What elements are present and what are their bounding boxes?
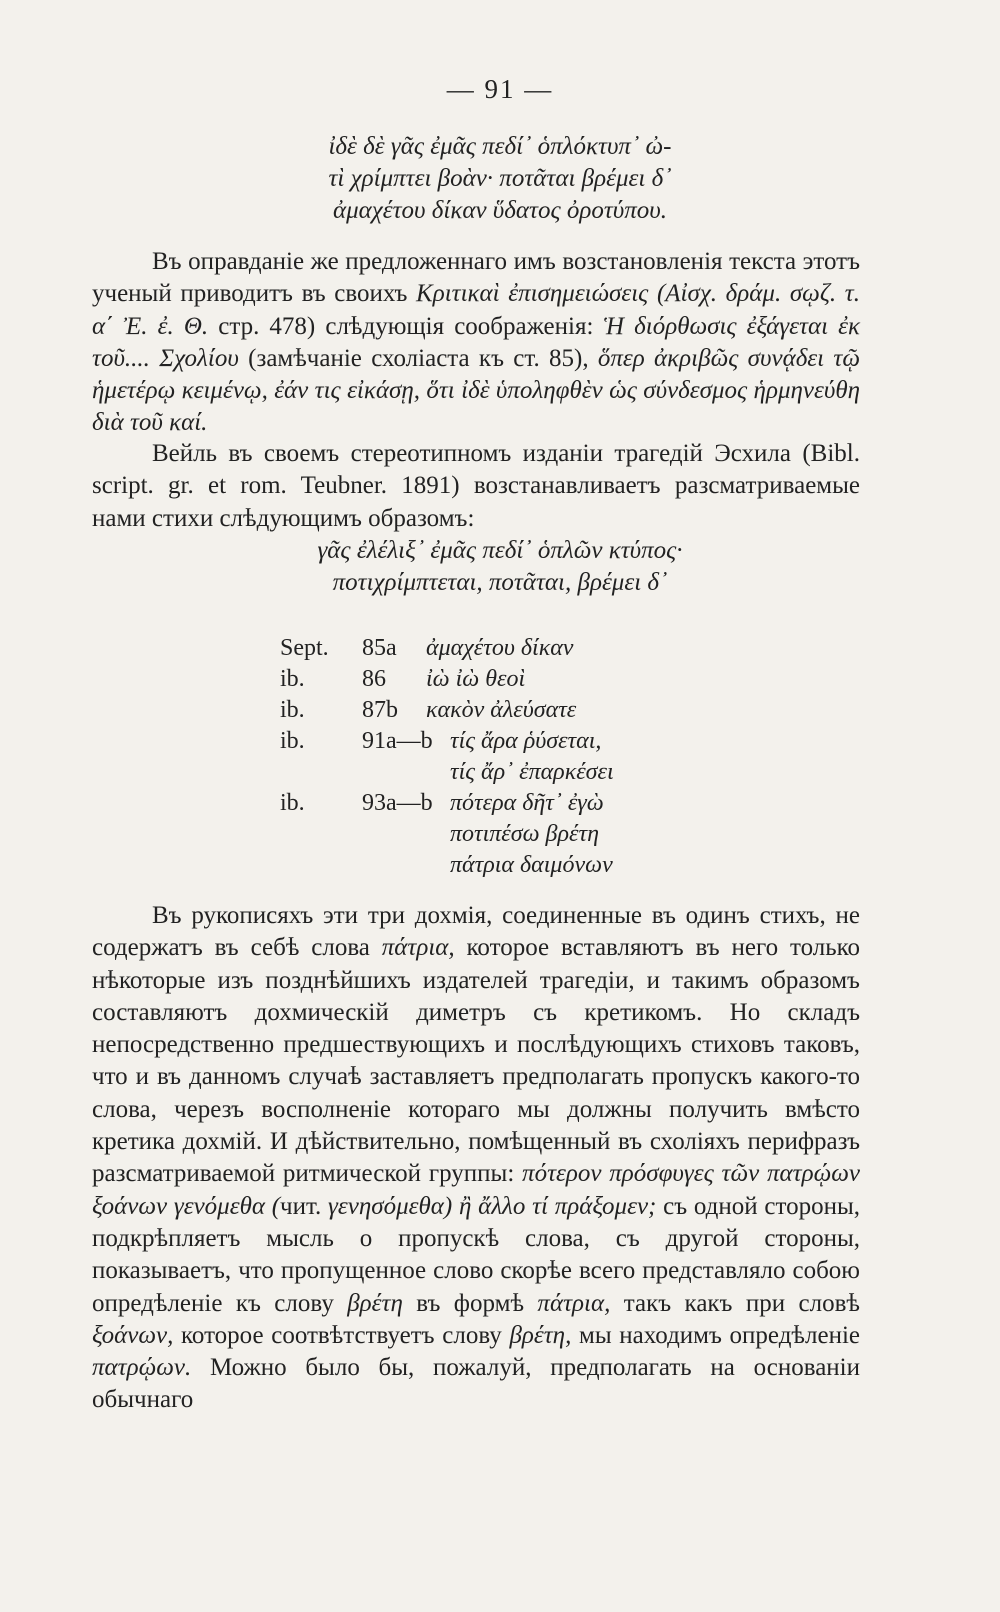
reference-row-continuation [280, 819, 614, 850]
reference-greek: πάτρια δαιμόνων [450, 852, 613, 878]
greek-citation: πατρῴων. [92, 1354, 192, 1382]
reference-row [280, 664, 614, 695]
reference-greek: κακὸν ἀλεύσατε [426, 697, 577, 723]
paragraph-3 [92, 900, 860, 1417]
greek-verse-quote-2 [0, 535, 1000, 599]
reference-number: 86 [362, 666, 386, 692]
verse-line: ἀμαχέτου δίκαν ὕδατος ὀροτύπου. [332, 197, 668, 224]
text-run: съ одной стороны, подкрѣпляетъ мысль о пропускѣ слова, съ другой стороны, показываетъ, что пропущенное слово скорѣе всего представляло собою опредѣленіе къ слову [92, 1192, 860, 1317]
text-run: въ формѣ [402, 1289, 538, 1317]
greek-citation: Ἡ διόρθωσις ἐξάγεται ἐκ τοῦ.... Σχολίου [92, 312, 860, 372]
reference-label: Sept. [280, 635, 329, 661]
reference-number: 85a [362, 635, 397, 661]
greek-citation: βρέτη, [509, 1321, 572, 1349]
greek-verse-quote-1 [0, 131, 1000, 227]
reference-label: ib. [280, 697, 305, 723]
text-run: которое соотвѣтствуетъ слову [173, 1321, 510, 1349]
verse-reference-list [280, 633, 614, 881]
reference-row [280, 633, 614, 664]
reference-number: 91a—b [362, 728, 433, 754]
text-run: чит. [280, 1192, 329, 1220]
page-number: — 91 — [446, 74, 554, 104]
verse-line: ἰδὲ δὲ γᾶς ἐμᾶς πεδί᾽ ὁπλόκτυπ᾽ ὠ- [328, 133, 672, 160]
reference-row [280, 695, 614, 726]
reference-row [280, 788, 614, 819]
reference-row-continuation [280, 850, 614, 881]
reference-label: ib. [280, 790, 305, 816]
paragraph-1 [92, 246, 860, 440]
reference-row-continuation [280, 757, 614, 788]
text-run: стр. 478) слѣдующія соображенія: [208, 312, 604, 340]
reference-greek: τίς ἄρα ῥύσεται, [450, 728, 602, 754]
text-run: такъ какъ при словѣ [610, 1289, 860, 1317]
reference-greek: τίς ἄρ᾽ ἐπαρκέσει [450, 759, 614, 785]
text-run: мы находимъ опредѣленіе [571, 1321, 860, 1349]
text-run: Въ оправданіе же предложеннаго имъ возстановленія текста этотъ ученый приводитъ въ своихъ [92, 248, 860, 308]
reference-greek: ἰὼ ἰὼ θεοὶ [426, 666, 526, 692]
reference-number: 93a—b [362, 790, 433, 816]
text-run: которое вставляютъ въ него только нѣкоторые изъ позднѣйшихъ издателей трагедіи, и такимъ образомъ составляютъ дохмическій диметръ съ кретикомъ. Но складъ непосредственно предшествующихъ и послѣдующихъ стиховъ таковъ, что и въ данномъ случаѣ заставляетъ предполагать пропускъ какого-то слова, черезъ восполненіе котораго мы должны получить вмѣсто кретика дохмій. И дѣйствительно, помѣщенный въ схоліяхъ перифразъ разсматриваемой ритмической группы: [92, 934, 861, 1188]
reference-number: 87b [362, 697, 398, 723]
greek-citation: πάτρια, [537, 1289, 611, 1317]
verse-line: γᾶς ἐλέλιξ᾽ ἐμᾶς πεδί᾽ ὁπλῶν κτύπος· [317, 537, 683, 564]
reference-label: ib. [280, 666, 305, 692]
greek-citation: πάτρια, [381, 934, 455, 962]
reference-label: ib. [280, 728, 305, 754]
greek-citation: ξοάνων, [92, 1321, 174, 1349]
text-run: (замѣчаніе схоліаста къ ст. 85), [238, 344, 598, 372]
reference-greek: πότερα δῆτ᾽ ἐγὼ [450, 790, 604, 816]
text-run: Можно было бы, пожалуй, предполагать на основаніи обычнаго [92, 1354, 860, 1414]
greek-citation: γενησόμεθα) ἢ ἄλλο τί πράξομεν; [328, 1192, 657, 1220]
greek-citation: πότερον πρόσφυγες τῶν πατρῴων ξοάνων γενόμεθα ( [92, 1160, 860, 1220]
verse-line: τὶ χρίμπτει βοὰν· ποτᾶται βρέμει δ᾽ [328, 165, 672, 192]
reference-row [280, 726, 614, 757]
reference-greek: ποτιπέσω βρέτη [450, 821, 599, 847]
verse-line: ποτιχρίμπτεται, ποτᾶται, βρέμει δ᾽ [332, 569, 668, 596]
reference-greek: ἀμαχέτου δίκαν [426, 635, 574, 661]
paragraph-2: Вейль въ своемъ стереотипномъ изданіи трагедій Эсхила (Bibl. script. gr. et rom. Teubner. 1891) возстанавливаетъ разсматриваемые нами стихи слѣдующимъ образомъ: [92, 440, 860, 532]
greek-citation: Κριτικαὶ ἐπισημειώσεις (Αἰσχ. δράμ. σῳζ. τ. α΄ Ἐ. ἐ. Θ. [92, 280, 861, 340]
greek-citation: βρέτη [347, 1289, 403, 1317]
text-run: Въ рукописяхъ эти три дохмія, соединенные въ одинъ стихъ, не содержатъ въ себѣ слова [92, 902, 860, 962]
greek-citation: ὅπερ ἀκριβῶς συνᾴδει τῷ ἡμετέρῳ κειμένῳ, ἐάν τις εἰκάσῃ, ὅτι ἰδὲ ὑποληφθὲν ὡς σύνδεσμος ἡρμηνεύθη διὰ τοῦ καί. [92, 344, 861, 437]
